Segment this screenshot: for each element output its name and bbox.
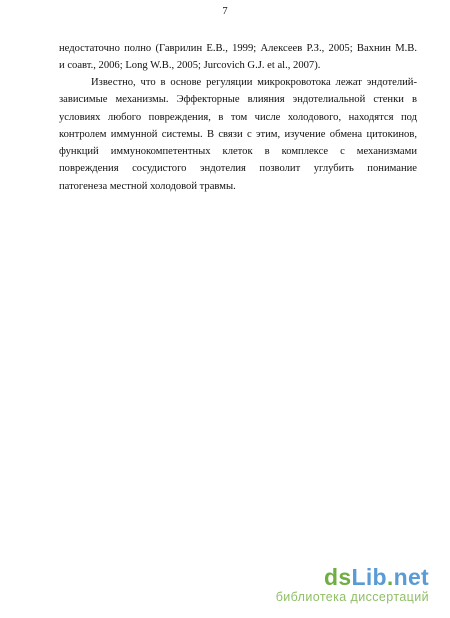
logo-ds: ds: [324, 564, 352, 590]
paragraph-body: [59, 74, 417, 195]
paragraph-line: патогенеза местной холодовой травмы.: [59, 180, 236, 192]
paragraph-line: Известно, что в основе регуляции микрокровотока лежат эндотелий-: [91, 77, 417, 88]
logo-dot: .: [386, 564, 394, 590]
page-number: 7: [222, 6, 228, 17]
paragraph-line: зависимые механизмы. Эффекторные влияния эндотелиальной стенки в: [59, 94, 417, 106]
dslib-watermark: [229, 564, 429, 605]
paragraph-line: недостаточно полно (Гаврилин Е.В., 1999; Алексеев Р.З., 2005; Вахнин М.В.: [59, 43, 417, 54]
paragraph-line: и соавт., 2006; Long W.B., 2005; Jurcovich G.J. et al., 2007).: [59, 60, 321, 72]
paragraph-continuation: [59, 40, 417, 75]
paragraph-line: функций иммунокомпетентных клеток в комплексе с механизмами: [59, 146, 417, 158]
paragraph-line: условиях любого повреждения, в том числе холодового, находятся под: [59, 111, 417, 123]
logo-net: net: [393, 564, 429, 590]
watermark-logo: [229, 564, 429, 590]
paragraph-line: контролем иммунной системы. В связи с этим, изучение обмена цитокинов,: [59, 128, 417, 140]
watermark-subtitle: библиотека диссертаций: [275, 590, 429, 604]
paragraph-line: повреждения сосудистого эндотелия позволит углубить понимание: [59, 163, 417, 175]
logo-lib: Lib: [351, 564, 387, 590]
